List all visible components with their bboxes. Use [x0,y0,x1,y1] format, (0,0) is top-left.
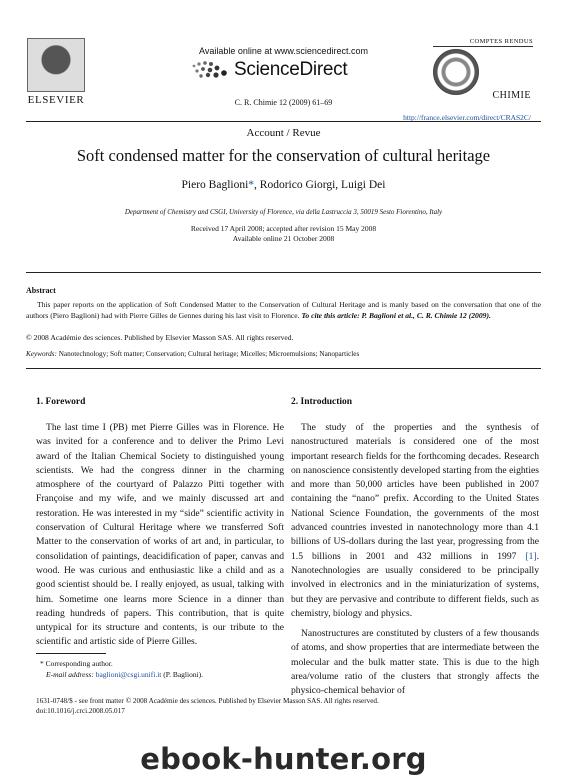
email-suffix: (P. Baglioni). [163,670,204,679]
section-heading-introduction: 2. Introduction [291,397,353,407]
introduction-paragraph-2: Nanostructures are constituted by clusters of a few thousands of atoms, and show properties that are intermediate between the molecular and the bulk matter state. This is due to the high area/volume ratio of the clusters that strongly affects the physico-chemical behavior of [291,628,539,697]
foreword-paragraph: The last time I (PB) met Pierre Gilles was in Florence. He was invited for a conference and to deliver the Primo Levi award of the Italian Chemical Society to distinguished young scientists. We had the congress dinner in the charming atmosphere of the courtyard of Palazzo Pitti together with Françoise and my wife, and we mainly discussed art and restoration. He was interested in my “side” scientific activity in conservation of Cultural Heritage where we transferred Soft Matter to the conservation of works of art and, in particular, to consolidation of paintings, deacidification of paper, canvas and wood. He was curious and enthusiastic like a child and as a good scientist should be. I really enjoyed, as usual, talking with him. Sometime one learns more Science in a dinner than reading hundreds of papers. This contribution, that is quite untypical for its structure and contents, is our tribute to the scientific and artistic side of Pierre Gilles. [36,422,284,648]
keywords [26,350,541,358]
header-divider [26,121,541,122]
abstract-top-divider [26,272,541,273]
email-label: E-mail address: [46,670,94,679]
author-list: Piero Baglioni*, Rodorico Giorgi, Luigi Dei [181,179,386,191]
corresponding-author-note: * Corresponding author. [40,659,113,668]
online-date: Available online 21 October 2008 [232,234,335,243]
issn-block [36,696,379,716]
abstract-bottom-divider [26,368,541,369]
section-heading-foreword: 1. Foreword [36,397,86,407]
comptes-rendus-logo [433,38,533,113]
keywords-label: Keywords: [26,350,57,358]
abstract-body: This paper reports on the application of Soft Condensed Matter to the Conservation of Cultural Heritage and is manly based on the conversation that one of the authors (Piero Baglioni) had with Pierre Gilles de Gennes during his last visit to Florence. [26,300,541,320]
abstract-text [26,299,541,321]
introduction-column [291,421,539,699]
journal-name: CHIMIE [492,90,531,101]
received-dates: Received 17 April 2008; accepted after revision 15 May 2008 [190,224,377,233]
sciencedirect-logo [190,58,380,84]
reference-link-1[interactable]: [1] [525,550,537,562]
introduction-paragraph-1 [291,421,539,621]
abstract-copyright: © 2008 Académie des sciences. Published by Elsevier Masson SAS. All rights reserved. [26,333,294,342]
available-online: Available online at www.sciencedirect.com [199,46,368,56]
sciencedirect-wordmark: ScienceDirect [234,59,348,80]
journal-url-link[interactable]: http://france.elsevier.com/direct/CRAS2C/ [403,113,531,122]
footnote-divider [36,653,106,654]
publisher-name: ELSEVIER [27,94,85,106]
watermark-text: ebook-hunter.org [140,742,427,776]
article-dates [0,224,567,244]
sciencedirect-dots-icon [190,60,230,82]
intro-text-after-ref: . Nanotechnologies are usually considered to be principally involved in electronics and in the miniaturization of systems, but they are pervasive and contribute to different fields, such as chemistry, biology and physics. [291,550,539,619]
foreword-column [36,421,284,650]
article-title: Soft condensed matter for the conservation of cultural heritage [76,146,491,165]
journal-logo-rule [433,46,533,47]
author-name: Piero Baglioni [181,179,249,191]
footnote [40,658,203,680]
doi-line: doi:10.1016/j.crci.2008.05.017 [36,707,125,715]
keywords-list: Nanotechnology; Soft matter; Conservation; Cultural heritage; Micelles; Microemulsions; Nanoparticles [58,350,360,358]
article-type: Account / Revue [246,127,321,139]
email-line [40,669,203,680]
intro-text-before-ref: The study of the properties and the synthesis of nanostructured materials is considered one of the most important research fields for the forthcoming decades. Research on nanoscience consistently developed starting from the eighties and more than 50,000 articles have been published in 2007 containing the “nano” prefix. According to the United States National Science Foundation, the governments of the most advanced countries invested in nanotechnology more than 4.1 billions of US-dollars during the last year, progressing from the 1.5 billions in 2001 and 432 millions in 1997 [291,422,539,562]
journal-citation: C. R. Chimie 12 (2009) 61–69 [234,98,333,107]
journal-series: COMPTES RENDUS [469,38,533,45]
issn-line: 1631-0748/$ - see front matter © 2008 Académie des sciences. Published by Elsevier Masson SAS. All rights reserved. [36,697,379,705]
author-name: Rodorico Giorgi [259,179,336,191]
abstract-heading: Abstract [26,286,56,295]
cite-note: To cite this article: P. Baglioni et al., C. R. Chimie 12 (2009). [301,311,491,320]
corresponding-author-marker[interactable]: * [248,179,255,191]
email-link[interactable]: baglioni@csgi.unifi.it [95,670,162,679]
academy-emblem-icon [433,49,479,95]
affiliation: Department of Chemistry and CSGI, University of Florence, via della Lastruccia 3, 50019 Sesto Fiorentino, Italy [124,208,443,216]
author-name: Luigi Dei [341,179,386,191]
